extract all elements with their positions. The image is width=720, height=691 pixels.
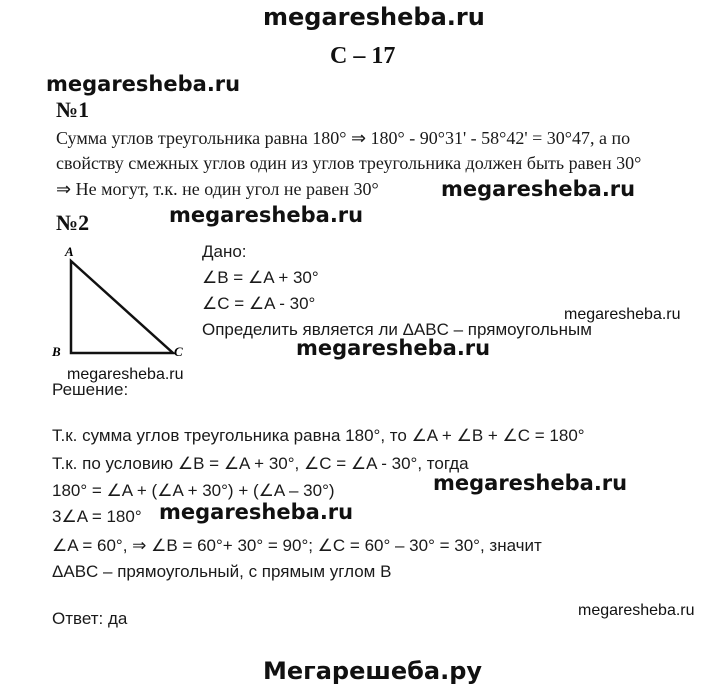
watermark-small-right: megaresheba.ru: [564, 306, 681, 323]
watermark-small-left: megaresheba.ru: [67, 366, 184, 383]
watermark-section: megaresheba.ru: [46, 72, 241, 96]
triangle-figure: [44, 240, 194, 365]
watermark-mid1: megaresheba.ru: [441, 177, 636, 201]
watermark-solution1: megaresheba.ru: [433, 471, 628, 495]
given-line-1: ∠B = ∠A + 30°: [202, 268, 319, 287]
solution-line-5: ∠A = 60°, ⇒ ∠B = 60°+ 30° = 90°; ∠C = 60° – 30° = 30°, значит: [52, 536, 542, 555]
triangle-shape: [71, 261, 173, 353]
given-line-2: ∠C = ∠A - 30°: [202, 294, 316, 313]
watermark-mid2: megaresheba.ru: [169, 203, 364, 227]
task1-number: №1: [56, 97, 90, 122]
watermark-solution2: megaresheba.ru: [159, 500, 354, 524]
task2-number: №2: [56, 210, 90, 235]
solution-heading: Решение:: [52, 380, 129, 399]
watermark-small-bottom: megaresheba.ru: [578, 602, 695, 619]
solution-line-6: ΔABC – прямоугольный, с прямым углом B: [52, 562, 392, 581]
task1-line-2: свойству смежных углов один из углов треугольника должен быть равен 30°: [56, 153, 642, 173]
solution-line-1: Т.к. сумма углов треугольника равна 180°, то ∠A + ∠B + ∠C = 180°: [52, 426, 585, 445]
solution-line-3: 180° = ∠A + (∠A + 30°) + (∠A – 30°): [52, 481, 335, 500]
answer: Ответ: да: [52, 609, 128, 628]
solution-line-2: Т.к. по условию ∠B = ∠A + 30°, ∠C = ∠A - 30°, тогда: [52, 454, 469, 473]
task1-line-1: Сумма углов треугольника равна 180° ⇒ 180° - 90°31' - 58°42' = 30°47, а по: [56, 128, 631, 148]
given-heading: Дано:: [202, 242, 247, 261]
watermark-footer: Мегарешеба.ру: [263, 657, 483, 685]
vertex-label-a: A: [65, 244, 74, 259]
watermark-figure: megaresheba.ru: [296, 336, 491, 360]
vertex-label-b: B: [52, 344, 61, 359]
vertex-label-c: C: [174, 344, 183, 359]
page-title: С – 17: [330, 43, 396, 69]
watermark-top: megaresheba.ru: [263, 3, 485, 31]
task1-line-3: ⇒ Не могут, т.к. не один угол не равен 30°: [56, 179, 379, 199]
given-question: Определить является ли ΔABC – прямоугольным: [202, 320, 592, 339]
solution-line-4: 3∠A = 180°: [52, 507, 142, 526]
